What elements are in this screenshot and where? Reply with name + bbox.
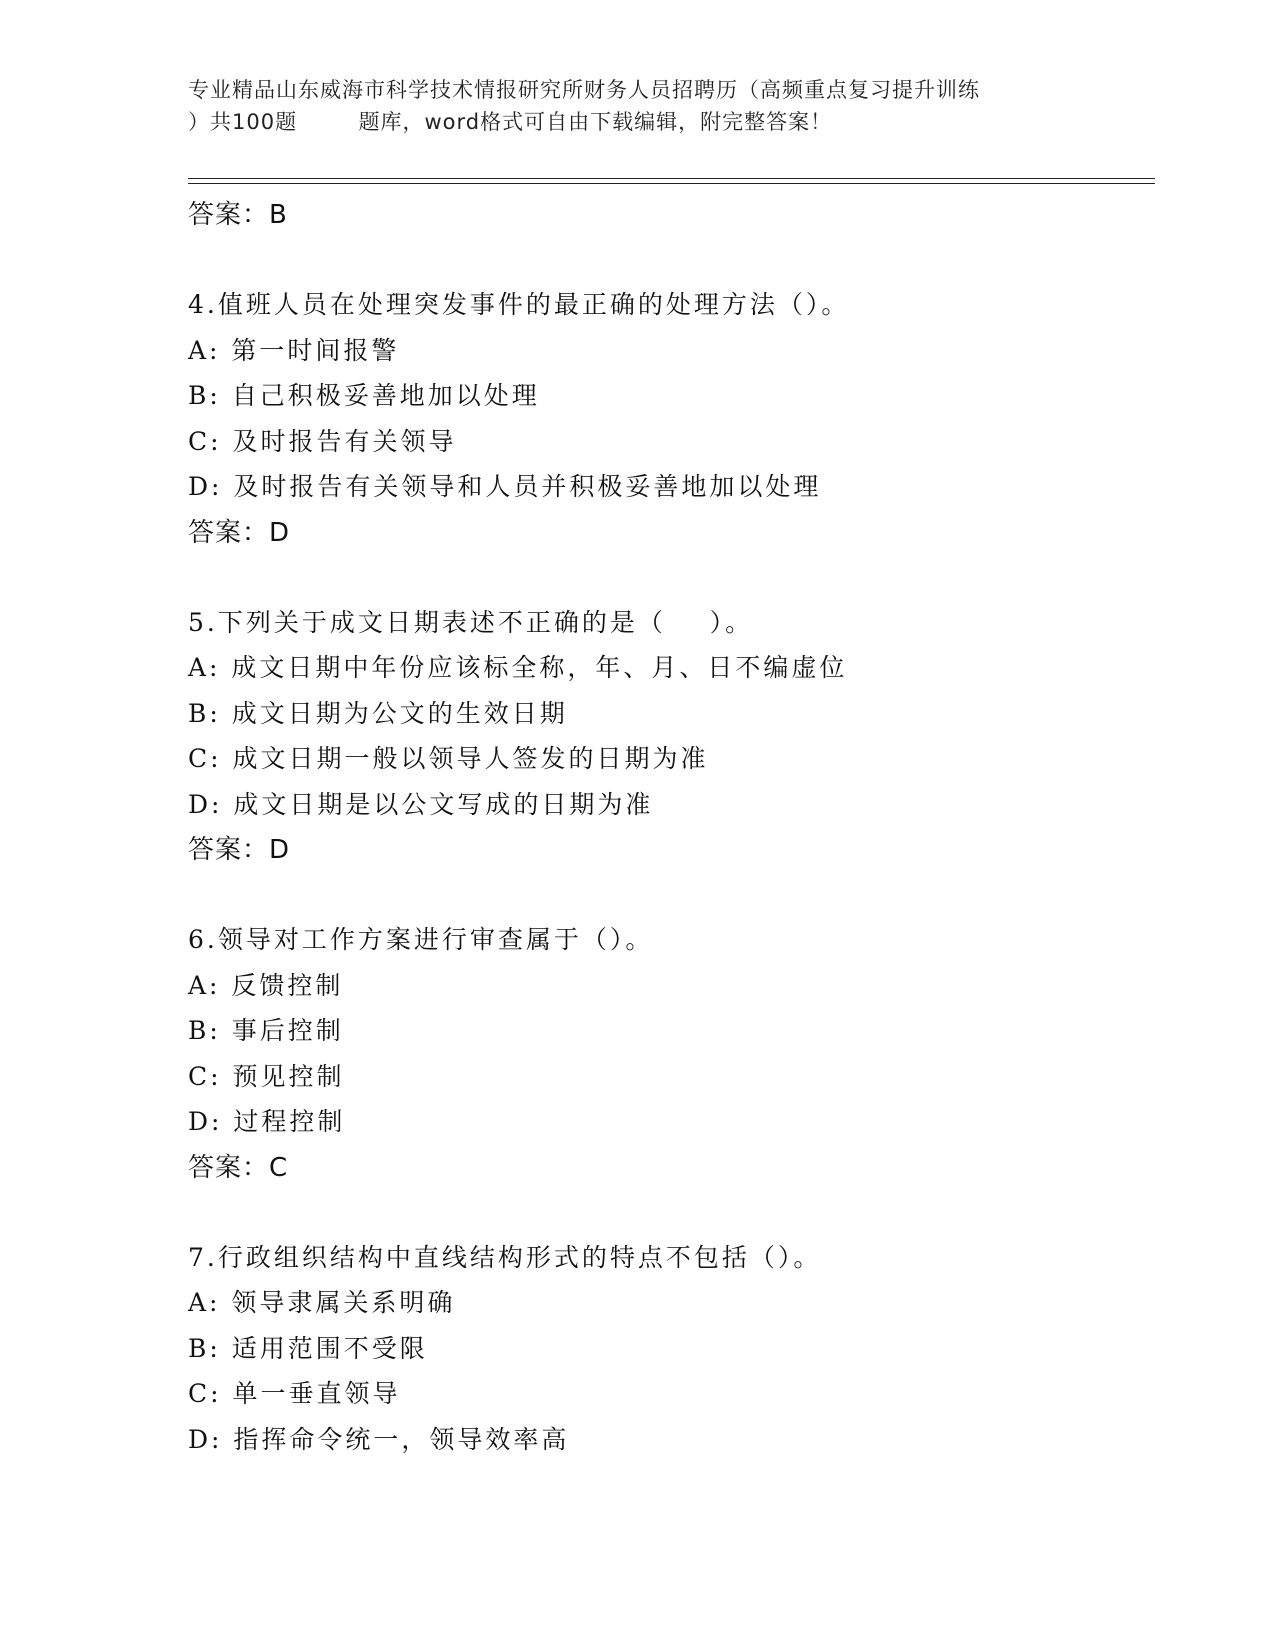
header-line-2: ）共100题 题库，word格式可自由下载编辑，附完整答案！ xyxy=(188,110,833,134)
question-stem: 4.值班人员在处理突发事件的最正确的处理方法（）。 xyxy=(188,290,850,319)
option-c: C: 预见控制 xyxy=(188,1061,345,1091)
question-stem: 7.行政组织结构中直线结构形式的特点不包括（）。 xyxy=(188,1242,822,1272)
answer-previous: 答案：B xyxy=(188,200,288,230)
answer: 答案：C xyxy=(188,1152,289,1183)
answer: 答案：D xyxy=(188,835,291,865)
header-rule-top xyxy=(188,178,1155,179)
option-a: A: 成文日期中年份应该标全称，年、月、日不编虚位 xyxy=(188,653,848,682)
option-a: A: 第一时间报警 xyxy=(188,335,400,365)
document-header xyxy=(188,74,1088,138)
answer: 答案：D xyxy=(188,517,291,548)
option-b: B: 自己积极妥善地加以处理 xyxy=(188,381,540,410)
option-d: D: 及时报告有关领导和人员并积极妥善地加以处理 xyxy=(188,472,822,501)
option-b: B: 成文日期为公文的生效日期 xyxy=(188,698,568,728)
question-5 xyxy=(188,600,1148,874)
question-stem: 6.领导对工作方案进行审查属于（）。 xyxy=(188,925,654,954)
header-line-1: 专业精品山东威海市科学技术情报研究所财务人员招聘历（高频重点复习提升训练 xyxy=(188,78,980,102)
option-a: A: 反馈控制 xyxy=(188,970,344,1000)
option-b: B: 事后控制 xyxy=(188,1016,344,1045)
question-4 xyxy=(188,282,1148,556)
question-stem: 5.下列关于成文日期表述不正确的是（ ）。 xyxy=(188,607,754,637)
option-c: C: 成文日期一般以领导人签发的日期为准 xyxy=(188,744,709,773)
option-d: D: 指挥命令统一，领导效率高 xyxy=(188,1424,570,1454)
question-list xyxy=(188,192,1148,1462)
option-a: A: 领导隶属关系明确 xyxy=(188,1288,456,1317)
header-rule-bottom xyxy=(188,183,1155,184)
question-7 xyxy=(188,1235,1148,1463)
option-d: D: 成文日期是以公文写成的日期为准 xyxy=(188,789,654,819)
question-6 xyxy=(188,917,1148,1191)
option-c: C: 单一垂直领导 xyxy=(188,1379,401,1408)
option-d: D: 过程控制 xyxy=(188,1107,346,1136)
option-b: B: 适用范围不受限 xyxy=(188,1333,428,1363)
option-c: C: 及时报告有关领导 xyxy=(188,426,457,456)
